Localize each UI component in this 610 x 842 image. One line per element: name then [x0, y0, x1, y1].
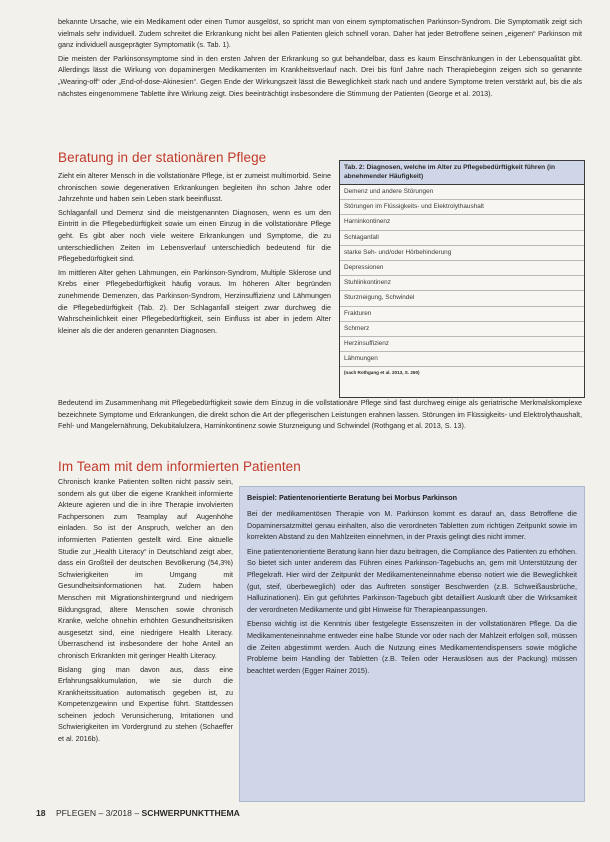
section-heading-informed-patient: Im Team mit dem informierten Patienten [58, 459, 301, 474]
section1-paragraph-1: Zieht ein älterer Mensch in die vollstationäre Pflege, ist er zumeist multimorbid. Seine chronischen sowie degenerativen Erkrankungen begleiten ihn schon Jahre oder Jahrzehnte und haben sein Leben stark beeinflusst. [58, 171, 331, 204]
example-paragraph-3: Ebenso wichtig ist die Kenntnis über festgelegte Essenszeiten in der vollstationären Pflege. Da die Medikamenteneinnahme entweder eine halbe Stunde vor oder nach der Mahlzeit erfolgen soll, müssen die Zeiten abgestimmt werden. Auch die Nutzung eines Medikamentendispensers sowie mögliche Probleme beim Handling der Tabletten (z.B. Teilen oder Herauslösen aus der Packung) müssen beachtet werden (Egger Rainer 2015). [247, 619, 577, 675]
table-row: Lähmungen [340, 352, 584, 367]
table-source: (nach Rothgang et al. 2013, S. 260) [344, 370, 420, 376]
example-box-parkinson [239, 486, 585, 802]
page-number: 18 [36, 808, 46, 818]
diagnoses-table [339, 160, 585, 398]
table-row: Sturzneigung, Schwindel [340, 291, 584, 306]
table-row: Stuhlinkontinenz [340, 276, 584, 291]
page-footer [36, 808, 240, 818]
section1-paragraph-2: Schlaganfall und Demenz sind die meistgenannten Diagnosen, wenn es um den Eintritt in die Pflegebedürftigkeit sowie um einen Einzug in die vollstationäre Pflege geht. Es gibt aber noch viele weitere Erkrankungen und Symptome, die zu unterschiedlichen Zeiten im Lebensverlauf unterschiedlich bedeutend für die Pflegebedürftigkeit sind. [58, 207, 331, 264]
topic-label: SCHWERPUNKTTHEMA [141, 808, 240, 818]
intro-paragraph-2: Die meisten der Parkinsonsymptome sind in den ersten Jahren der Erkrankung so gut behandelbar, dass es kaum Einschränkungen in der Lebensqualität gibt. Allerdings lässt die Wirkung von dopaminergen Medikamenten im Krankheitsverlauf nach. Drei bis fünf Jahre nach Therapiebeginn zeigen sich so genannte „Wearing-off“ oder „End-of-dose-Akinesien“. Gegen Ende der Wirkungszeit lässt die Beweglichkeit stark nach und andere Symptome treten verstärkt auf, bis die als nächstes eingenommene Tablette ihre Wirkung zeigt. Dies beeinträchtigt insbesondere die Stimmung der Patienten (George et al. 2013). [58, 53, 582, 98]
example-paragraph-2: Eine patientenorientierte Beratung kann hier dazu beitragen, die Compliance des Patienten zu erhöhen. So bietet sich unter anderem das Führen eines Parkinson-Tagebuchs an, gern mit Unterstützung der Pflegekraft. Hier wird der Zeitpunkt der Medikamenteneinnahme ebenso notiert wie die Beweglichkeit (gut, steif, überbeweglich) oder das Auftreten sonstiger Beschwerden (z.B. Schweißausbrüche, Halluzinationen). Ein gut geführtes Parkinson-Tagebuch gibt detailliert Auskunft über die Wirksamkeit der verordneten Medikamente und gibt Hinweise für Therapieanpassungen. [247, 546, 577, 614]
footer-separator: – [98, 808, 104, 818]
example-body [240, 506, 584, 676]
table-row: Demenz und andere Störungen [340, 185, 584, 200]
section1-wide-paragraph: Bedeutend im Zusammenhang mit Pflegebedürftigkeit sowie dem Einzug in die vollstationäre Pflege sind fast durchweg einige als geriatrische Merkmalskomplexe bezeichnete Symptome und Erkrankungen, die direkt schon die Art der pflegerischen Leistungen erahnen lassen. Störungen im Flüssigkeits- und Elektrolythaushalt, Fehl- und Mangelernährung, Dekubitalulzera, Harninkontinenz sowie Sturzneigung und Schwindel (Rothgang et al. 2013, S. 13). [58, 398, 582, 431]
intro-paragraph-1: bekannte Ursache, wie ein Medikament oder einen Tumor ausgelöst, so spricht man von einem symptomatischen Parkinson-Syndrom. Die Symptomatik zeigt sich vielmals sehr individuell. Zudem schreitet die Erkrankung nicht bei allen Patienten gleich schnell voran. Daher hat jeder Betroffene seinen „eigenen“ Parkinson mit ganz individuell ausgeprägter Symptomatik (s. Tab. 1). [58, 17, 582, 50]
magazine-name: PFLEGEN [55, 808, 97, 818]
table-title: Tab. 2: Diagnosen, welche im Alter zu Pflegebedürftigkeit führen (in abnehmender Häufigkeit) [340, 161, 584, 185]
section1-wide-text [58, 397, 582, 434]
section-heading-stationary-care: Beratung in der stationären Pflege [58, 150, 267, 165]
table-row: Frakturen [340, 307, 584, 322]
table-row: Schlaganfall [340, 231, 584, 246]
section2-paragraph-2: Bislang ging man davon aus, dass eine Erfahrungsakkumulation, wie sie durch die Krankheitssituation automatisch gegeben ist, zu Kompetenzgewinn und Expertise führt. Stattdessen scheinen jedoch Verunsicherung, Irritationen und Schwierigkeiten im Vordergrund zu stehen (Schaeffer et al. 2016b). [58, 664, 233, 744]
footer-separator: – [134, 808, 140, 818]
intro-text [58, 16, 582, 101]
table-row: Herzinsuffizienz [340, 337, 584, 352]
section1-column [58, 170, 331, 338]
section2-paragraph-1: Chronisch kranke Patienten sollten nicht passiv sein, sondern als gut über die eigene Krankheit informierte Akteure agieren und die in ihre Therapie involvierten Fachpersonen zum Teamplay auf Augenhöhe einladen. So ist der Anspruch, welcher an den informierten Patienten gestellt wird. Eine aktuelle Studie zur „Health Literacy“ in Deutschland zeigt aber, dass ein Großteil der deutschen Bevölkerung (54,3%) Schwierigkeiten im Umgang mit Gesundheitsinformationen hat. Zudem haben Menschen mit Migrationshintergrund und niedrigem Bildungsgrad, ältere Menschen sowie chronisch Kranke, welche ohnehin erhöhten Gesundheitsrisiken ausgesetzt sind, eine niedrigere Health Literacy. Überraschend ist insbesondere der hohe Anteil an chronisch Erkrankten mit geringer Health Literacy. [58, 477, 233, 660]
table-row: starke Seh- und/oder Hörbehinderung [340, 246, 584, 261]
table-row: Harninkontinenz [340, 215, 584, 230]
section2-column [58, 476, 233, 747]
table-row: Depressionen [340, 261, 584, 276]
table-row: Schmerz [340, 322, 584, 337]
section1-paragraph-3: Im mittleren Alter gehen Lähmungen, ein Parkinson-Syndrom, Multiple Sklerose und Krebs einer Pflegebedürftigkeit häufig voraus. Im höheren Alter begründen zunehmende Demenzen, das Parkinson-Syndrom, Herzinsuffizienz und Lähmungen die Pflegebedürftigkeit (Tab. 2). Der Schlaganfall steigert zwar durchweg die Wahrscheinlichkeit einer Pflegebedürftigkeit, sein Einfluss ist aber in jedem Alter kleiner als die der anderen genannten Diagnosen. [58, 267, 331, 335]
table-row: Störungen im Flüssigkeits- und Elektrolythaushalt [340, 200, 584, 215]
example-title: Beispiel: Patientenorientierte Beratung bei Morbus Parkinson [247, 493, 458, 502]
issue-number: 3/2018 [105, 808, 132, 818]
example-paragraph-1: Bei der medikamentösen Therapie von M. Parkinson kommt es darauf an, dass Betroffene die Dopaminersatzmittel genau einhalten, also die verordneten Tabletten zum richtigen Zeitpunkt sowie im korrekten Abstand zu den Mahlzeiten einnehmen, in der Praxis gelingt dies nicht immer. [247, 509, 577, 542]
